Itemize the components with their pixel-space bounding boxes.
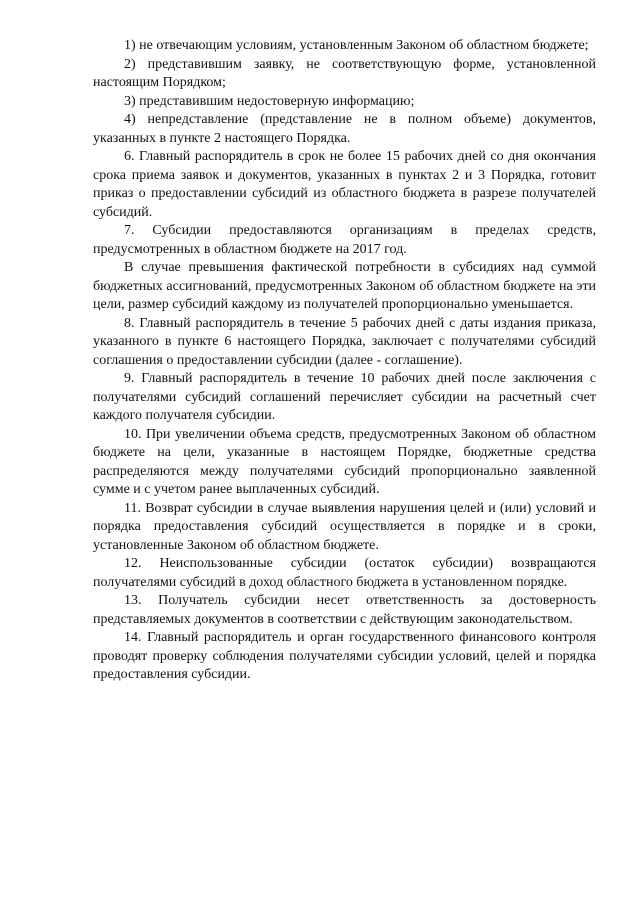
paragraph-item-2: 2) представившим заявку, не соответствующую форме, установленной настоящим Порядком; — [93, 56, 596, 90]
document-page — [93, 37, 596, 685]
paragraph-clause-12: 12. Неиспользованные субсидии (остаток субсидии) возвращаются получателями субсидий в доход областного бюджета в установленном порядке. — [93, 556, 596, 590]
paragraph-item-1: 1) не отвечающим условиям, установленным Законом об областном бюджете; — [124, 38, 589, 53]
paragraph-clause-10: 10. При увеличении объема средств, предусмотренных Законом об областном бюджете на цели, указанные в настоящем Порядке, бюджетные средства распределяются между получателями субсидий пропорционально заявленной сумме и с учетом ранее выплаченных субсидий. — [93, 426, 596, 497]
paragraph-clause-7: 7. Субсидии предоставляются организациям в пределах средств, предусмотренных в областном бюджете на 2017 год. — [93, 223, 596, 257]
paragraph-item-3: 3) представившим недостоверную информацию; — [124, 93, 415, 109]
paragraph-clause-9: 9. Главный распорядитель в течение 10 рабочих дней после заключения с получателями субсидий соглашений перечисляет субсидии на расчетный счет каждого получателя субсидии. — [93, 371, 596, 423]
paragraph-clause-13: 13. Получатель субсидии несет ответственность за достоверность представляемых документов в соответствии с действующим законодательством. — [93, 593, 596, 627]
paragraph-clause-11: 11. Возврат субсидии в случае выявления нарушения целей и (или) условий и порядка предоставления субсидий осуществляется в порядке и в сроки, установленные Законом об областном бюджете. — [93, 500, 596, 553]
paragraph-clause-14: 14. Главный распорядитель и орган государственного финансового контроля проводят проверку соблюдения получателями субсидии условий, целей и порядка предоставления субсидии. — [93, 630, 596, 682]
paragraph-clause-6: 6. Главный распорядитель в срок не более 15 рабочих дней со дня окончания срока приема заявок и документов, указанных в пунктах 2 и 3 Порядка, готовит приказ о предоставлении субсидий из областного бюджета в разрезе получателей субсидий. — [93, 149, 596, 220]
paragraph-clause-7-continuation: В случае превышения фактической потребности в субсидиях над суммой бюджетных ассигнований, предусмотренных Законом об областном бюджете на эти цели, размер субсидий каждому из получателей пропорционально уменьшается. — [93, 260, 596, 312]
paragraph-clause-8: 8. Главный распорядитель в течение 5 рабочих дней с даты издания приказа, указанного в пункте 6 настоящего Порядка, заключает с получателями субсидий соглашения о предоставлении субсидии (далее - соглашение). — [93, 315, 596, 368]
paragraph-item-4: 4) непредставление (представление не в полном объеме) документов, указанных в пункте 2 настоящего Порядка. — [93, 112, 596, 146]
